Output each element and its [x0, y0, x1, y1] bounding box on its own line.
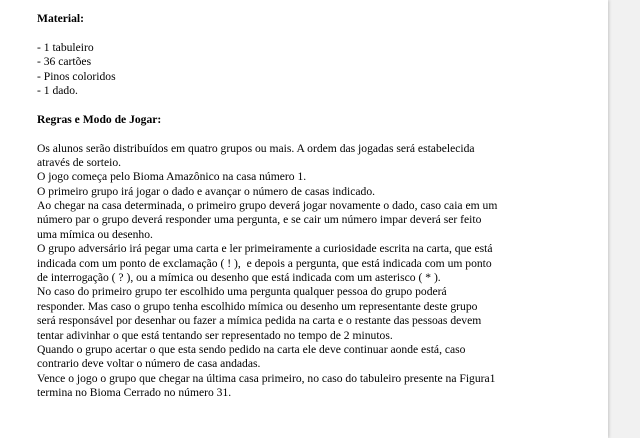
rules-line: responder. Mas caso o grupo tenha escolhido mímica ou desenho um representante deste grupo — [37, 299, 478, 313]
rules-line: O primeiro grupo irá jogar o dado e avançar o número de casas indicado. — [37, 184, 376, 198]
spacer — [37, 26, 602, 40]
rules-line: contrario deve voltar o número de casa andadas. — [37, 357, 261, 371]
rules-line: Ao chegar na casa determinada, o primeiro grupo deverá jogar novamente o dado, caso caia em um — [37, 199, 498, 213]
rules-line: No caso do primeiro grupo ter escolhido uma pergunta qualquer pessoa do grupo poderá — [37, 285, 447, 299]
rules-line: de interrogação ( ? ), ou a mímica ou desenho que está indicada com um asterisco ( * ). — [37, 271, 441, 285]
material-item: - Pinos coloridos — [37, 69, 116, 83]
rules-line: indicada com um ponto de exclamação ( ! ), e depois a pergunta, que está indicada com um ponto — [37, 256, 492, 270]
rules-line: Quando o grupo acertar o que esta sendo pedido na carta ele deve continuar aonde está, caso — [37, 342, 466, 356]
rules-line: Vence o jogo o grupo que chegar na última casa primeiro, no caso do tabuleiro presente na Figura1 — [37, 371, 496, 385]
rules-line: número par o grupo deverá responder uma pergunta, e se cair um número impar deverá ser feito — [37, 213, 482, 227]
rules-line: O jogo começa pelo Bioma Amazônico na casa número 1. — [37, 170, 307, 184]
rules-line: tentar adivinhar o que está tentando ser representado no tempo de 2 minutos. — [37, 328, 393, 342]
material-item: - 36 cartões — [37, 55, 92, 69]
spacer — [37, 127, 602, 141]
rules-line: Os alunos serão distribuídos em quatro grupos ou mais. A ordem das jogadas será estabelecida — [37, 141, 475, 155]
material-item: - 1 tabuleiro — [37, 40, 94, 54]
document-content — [37, 12, 602, 401]
rules-line: uma mímica ou desenho. — [37, 227, 153, 241]
spacer — [37, 98, 602, 112]
rules-line: será responsável por desenhar ou fazer a mímica pedida na carta e o restante das pessoas devem — [37, 314, 482, 328]
rules-line: através de sorteio. — [37, 155, 122, 169]
rules-line: termina no Bioma Cerrado no número 31. — [37, 386, 232, 400]
material-heading: Material: — [37, 12, 84, 25]
material-item: - 1 dado. — [37, 83, 78, 97]
rules-heading: Regras e Modo de Jogar: — [37, 112, 162, 126]
rules-line: O grupo adversário irá pegar uma carta e ler primeiramente a curiosidade escrita na carta, que está — [37, 242, 493, 256]
